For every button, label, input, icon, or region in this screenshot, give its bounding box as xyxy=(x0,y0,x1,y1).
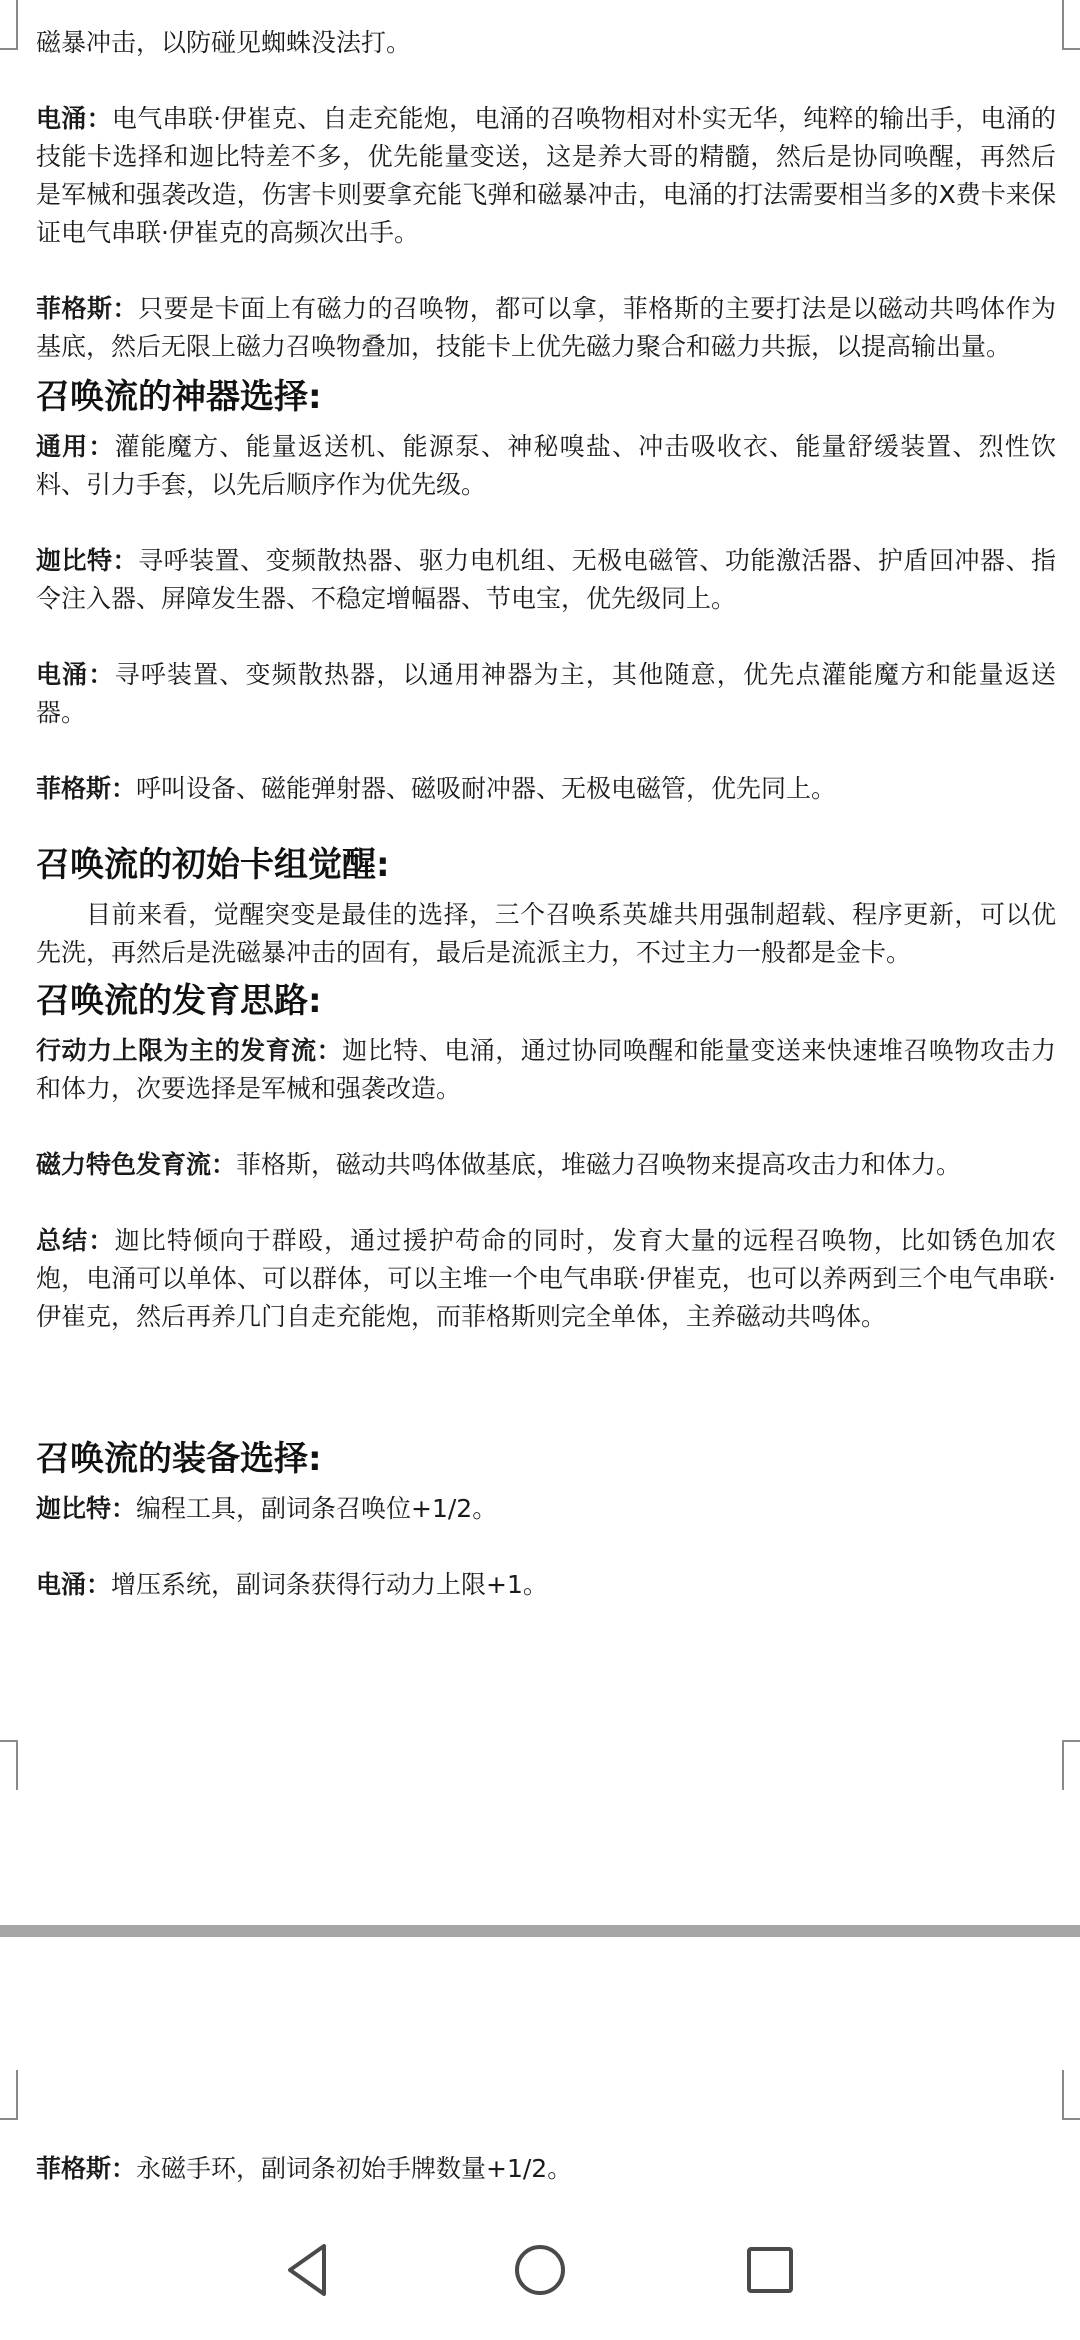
heading-growth: 召唤流的发育思路: xyxy=(36,981,322,1021)
growth-text: 迦比特、电涌，通过协同唤醒和能量变送来快速堆召唤物攻击力和体力，次要选择是军械和强袭改造。 xyxy=(36,1036,1056,1103)
equip-dianyong-paragraph xyxy=(36,1566,1056,1604)
growth-summary-paragraph xyxy=(36,1222,1056,1336)
heading-awaken: 召唤流的初始卡组觉醒: xyxy=(36,845,390,885)
back-triangle-icon xyxy=(276,2238,340,2302)
heading-equip: 召唤流的装备选择: xyxy=(36,1439,322,1479)
artifact-dianyong-paragraph xyxy=(36,656,1056,732)
document-body-page-2 xyxy=(36,2150,1056,2188)
system-navigation-bar xyxy=(0,2200,1080,2340)
growth-magnet-paragraph xyxy=(36,1146,1056,1184)
heading-artifact: 召唤流的神器选择: xyxy=(36,377,322,417)
page-separator xyxy=(0,1925,1080,1937)
crop-mark-top-right xyxy=(1062,2070,1080,2120)
awaken-paragraph: 目前来看，觉醒突变是最佳的选择，三个召唤系英雄共用强制超载、程序更新，可以优先洗，再然后是洗磁暴冲击的固有，最后是流派主力，不过主力一般都是金卡。 xyxy=(36,900,1056,967)
artifact-label: 菲格斯： xyxy=(36,774,137,803)
artifact-general-paragraph xyxy=(36,428,1056,504)
artifact-text: 寻呼装置、变频散热器、驱力电机组、无极电磁管、功能激活器、护盾回冲器、指令注入器、屏障发生器、不稳定增幅器、节电宝，优先级同上。 xyxy=(36,546,1056,613)
hero-label: 电涌： xyxy=(36,104,112,133)
equip-text: 编程工具，副词条召唤位+1/2。 xyxy=(136,1494,498,1523)
hero-dianyong-paragraph xyxy=(36,100,1056,252)
crop-mark-top-left xyxy=(0,2070,18,2120)
equip-label: 迦比特： xyxy=(36,1494,137,1523)
document-body xyxy=(36,24,1056,1604)
hero-text: 电气串联·伊崔克、自走充能炮，电涌的召唤物相对朴实无华，纯粹的输出手，电涌的技能卡选择和迦比特差不多，优先能量变送，这是养大哥的精髓，然后是协同唤醒，再然后是军械和强袭改造，伤害卡则要拿充能飞弹和磁暴冲击，电涌的打法需要相当多的X费卡来保证电气串联·伊崔克的高频次出手。 xyxy=(36,104,1056,247)
growth-text: 菲格斯，磁动共鸣体做基底，堆磁力召唤物来提高攻击力和体力。 xyxy=(236,1150,962,1179)
equip-jiabite-paragraph xyxy=(36,1490,1056,1528)
artifact-text: 灌能魔方、能量返送机、能源泵、神秘嗅盐、冲击吸收衣、能量舒缓装置、烈性饮料、引力手套，以先后顺序作为优先级。 xyxy=(36,432,1056,499)
growth-action-paragraph xyxy=(36,1032,1056,1108)
crop-mark-top-right xyxy=(1062,0,1080,50)
home-button[interactable] xyxy=(508,2238,572,2302)
growth-label: 磁力特色发育流： xyxy=(36,1150,237,1179)
equip-text: 永磁手环，副词条初始手牌数量+1/2。 xyxy=(136,2154,573,2183)
equip-feigesi-paragraph xyxy=(36,2150,1056,2188)
summary-label: 总结： xyxy=(36,1226,115,1255)
recent-apps-button[interactable] xyxy=(738,2238,802,2302)
hero-text: 只要是卡面上有磁力的召唤物，都可以拿，菲格斯的主要打法是以磁动共鸣体作为基底，然后无限上磁力召唤物叠加，技能卡上优先磁力聚合和磁力共振，以提高输出量。 xyxy=(36,294,1056,361)
home-circle-icon xyxy=(508,2238,572,2302)
artifact-text: 寻呼装置、变频散热器，以通用神器为主，其他随意，优先点灌能魔方和能量返送器。 xyxy=(36,660,1056,727)
back-button[interactable] xyxy=(276,2238,340,2302)
crop-mark-bottom-right xyxy=(1062,1740,1080,1790)
hero-feigesi-paragraph xyxy=(36,290,1056,366)
equip-text: 增压系统，副词条获得行动力上限+1。 xyxy=(111,1570,548,1599)
artifact-text: 呼叫设备、磁能弹射器、磁吸耐冲器、无极电磁管，优先同上。 xyxy=(136,774,837,803)
recent-square-icon xyxy=(738,2238,802,2302)
artifact-label: 通用： xyxy=(36,432,115,461)
intro-paragraph: 磁暴冲击，以防碰见蜘蛛没法打。 xyxy=(36,28,412,57)
crop-mark-bottom-left xyxy=(0,1740,18,1790)
summary-text: 迦比特倾向于群殴，通过援护苟命的同时，发育大量的远程召唤物，比如锈色加农炮，电涌可以单体、可以群体，可以主堆一个电气串联·伊崔克，也可以养两到三个电气串联·伊崔克，然后再养几门自走充能炮，而菲格斯则完全单体，主养磁动共鸣体。 xyxy=(36,1226,1056,1331)
equip-label: 电涌： xyxy=(36,1570,112,1599)
crop-mark-top-left xyxy=(0,0,18,50)
equip-label: 菲格斯： xyxy=(36,2154,137,2183)
artifact-jiabite-paragraph xyxy=(36,542,1056,618)
hero-label: 菲格斯： xyxy=(36,294,139,323)
growth-label: 行动力上限为主的发育流： xyxy=(36,1036,343,1065)
artifact-feigesi-paragraph xyxy=(36,770,1056,808)
artifact-label: 迦比特： xyxy=(36,546,139,575)
artifact-label: 电涌： xyxy=(36,660,115,689)
